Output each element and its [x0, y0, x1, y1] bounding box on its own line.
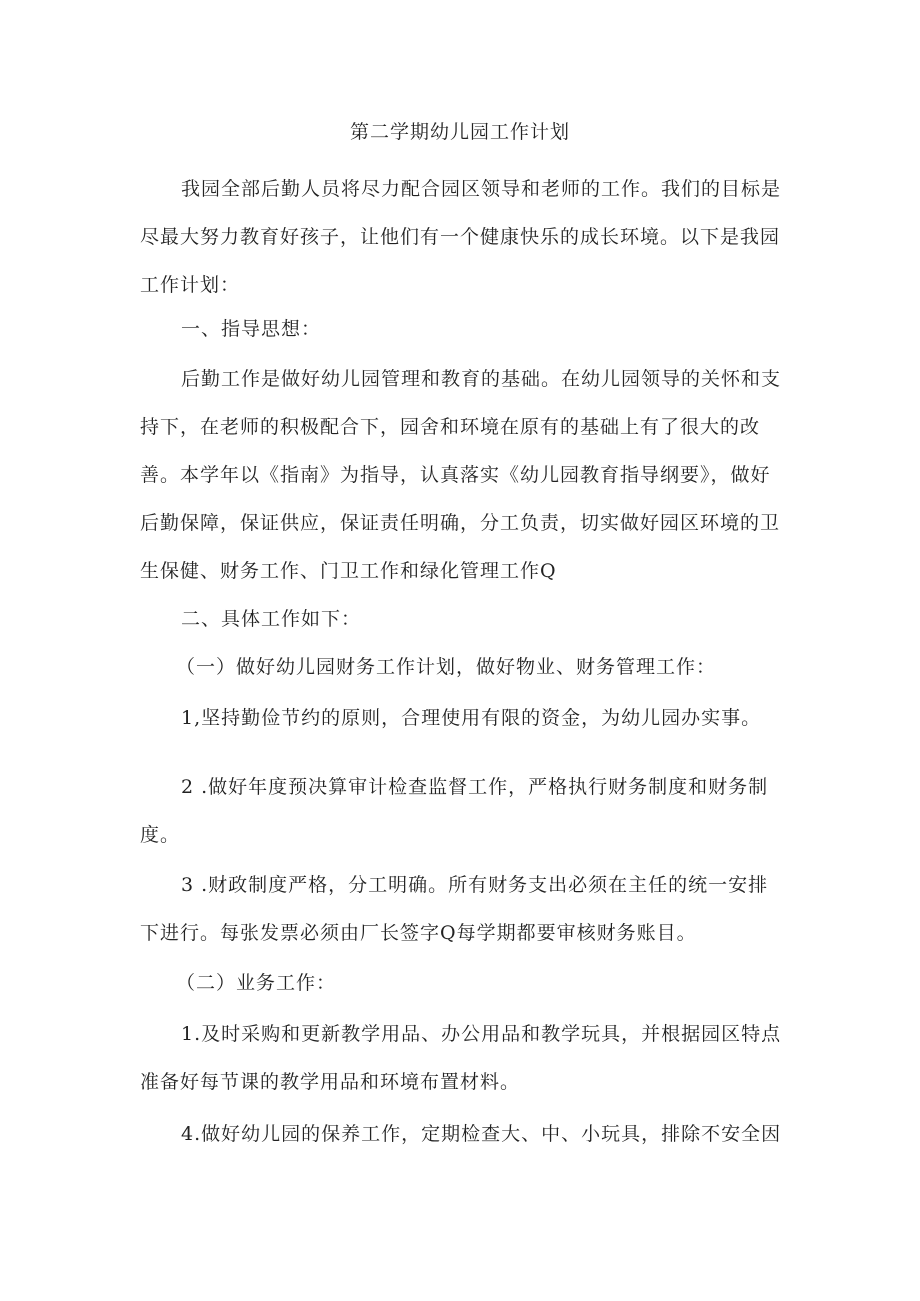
list-item-finance-3: 3 .财政制度严格，分工明确。所有财务支出必须在主任的统一安排下进行。每张发票必须由厂长签字Q每学期都要审核财务账目。 [140, 874, 769, 944]
paragraph-intro: 我园全部后勤人员将尽力配合园区领导和老师的工作。我们的目标是尽最大努力教育好孩子，让他们有一个健康快乐的成长环境。以下是我园工作计划： [140, 178, 782, 296]
paragraph-guiding-ideology: 后勤工作是做好幼儿园管理和教育的基础。在幼儿园领导的关怀和支持下，在老师的积极配合下，园舍和环境在原有的基础上有了很大的改善。本学年以《指南》为指导，认真落实《幼儿园教育指导纲要》，做好后勤保障，保证供应，保证责任明确，分工负责，切实做好园区环境的卫生保健、财务工作、门卫工作和绿化管理工作Q [140, 368, 782, 582]
list-item-business-1: 1.及时采购和更新教学用品、办公用品和教学玩具，并根据园区特点准备好每节课的教学用品和环境布置材料。 [140, 1023, 782, 1093]
list-item-finance-2: 2 .做好年度预决算审计检查监督工作，严格执行财务制度和财务制度。 [140, 776, 769, 846]
heading-guiding-ideology: 一、指导思想： [181, 318, 322, 340]
heading-specific-work: 二、具体工作如下： [181, 608, 362, 630]
heading-finance-work: （一）做好幼儿园财务工作计划，做好物业、财务管理工作： [176, 656, 717, 678]
list-item-finance-1: 1,坚持勤俭节约的原则，合理使用有限的资金，为幼儿园办实事。 [181, 707, 762, 729]
list-item-business-4: 4.做好幼儿园的保养工作，定期检查大、中、小玩具，排除不安全因 [181, 1123, 782, 1145]
heading-business-work: （二）业务工作： [176, 972, 337, 994]
document-title: 第二学期幼儿园工作计划 [349, 121, 570, 143]
